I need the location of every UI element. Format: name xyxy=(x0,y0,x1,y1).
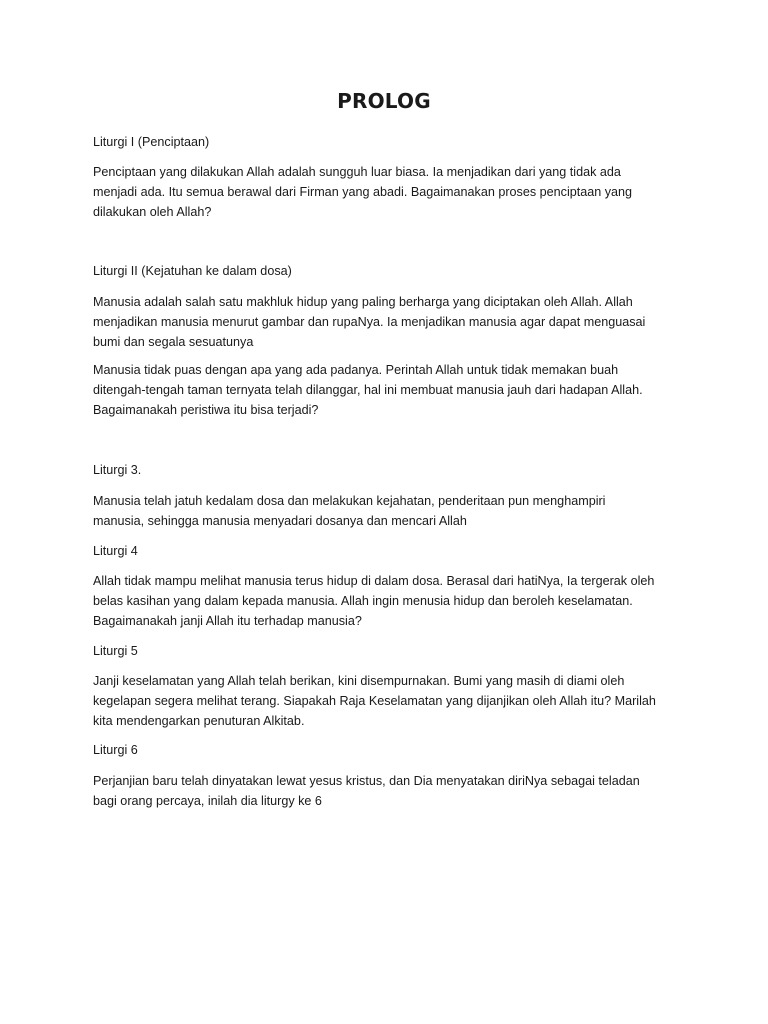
section-heading-liturgi-3: Liturgi 3. xyxy=(93,463,142,477)
section-heading-liturgi-2: Liturgi II (Kejatuhan ke dalam dosa) xyxy=(93,264,292,278)
paragraph-belas-kasihan: Allah tidak mampu melihat manusia terus hidup di dalam dosa. Berasal dari hatiNya, Ia tergerak oleh belas kasihan yang dalam kepada manusia. Allah ingin menusia hidup dan beroleh keselamatan. Bagaimanakah janji Allah itu terhadap manusia? xyxy=(93,574,655,628)
paragraph-janji-keselamatan: Janji keselamatan yang Allah telah berikan, kini disempurnakan. Bumi yang masih di diami oleh kegelapan segera melihat terang. Siapakah Raja Keselamatan yang dijanjikan oleh Allah itu? Marilah kita mendengarkan penuturan Alkitab. xyxy=(93,674,656,728)
section-heading-liturgi-1: Liturgi I (Penciptaan) xyxy=(93,135,210,149)
section-heading-liturgi-4: Liturgi 4 xyxy=(93,544,138,558)
paragraph-manusia-tidak-puas: Manusia tidak puas dengan apa yang ada padanya. Perintah Allah untuk tidak memakan buah ditengah-tengah taman ternyata telah dilanggar, hal ini membuat manusia jauh dari hadapan Allah. Bagaimanakah peristiwa itu bisa terjadi? xyxy=(93,363,643,417)
section-heading-liturgi-6: Liturgi 6 xyxy=(93,743,138,757)
paragraph-jatuh-dosa: Manusia telah jatuh kedalam dosa dan melakukan kejahatan, penderitaan pun menghampiri manusia, sehingga manusia menyadari dosanya dan mencari Allah xyxy=(93,494,606,528)
page-title: PROLOG xyxy=(337,89,431,113)
section-heading-liturgi-5: Liturgi 5 xyxy=(93,644,138,658)
paragraph-penciptaan: Penciptaan yang dilakukan Allah adalah sungguh luar biasa. Ia menjadikan dari yang tidak ada menjadi ada. Itu semua berawal dari Firman yang abadi. Bagaimanakan proses penciptaan yang dilakukan oleh Allah? xyxy=(93,165,633,219)
paragraph-perjanjian-baru: Perjanjian baru telah dinyatakan lewat yesus kristus, dan Dia menyatakan diriNya sebagai teladan bagi orang percaya, inilah dia liturgy ke 6 xyxy=(93,774,640,808)
paragraph-manusia-berharga: Manusia adalah salah satu makhluk hidup yang paling berharga yang diciptakan oleh Allah. Allah menjadikan manusia menurut gambar dan rupaNya. Ia menjadikan manusia agar dapat menguasai bumi dan segala sesuatunya xyxy=(93,295,646,349)
